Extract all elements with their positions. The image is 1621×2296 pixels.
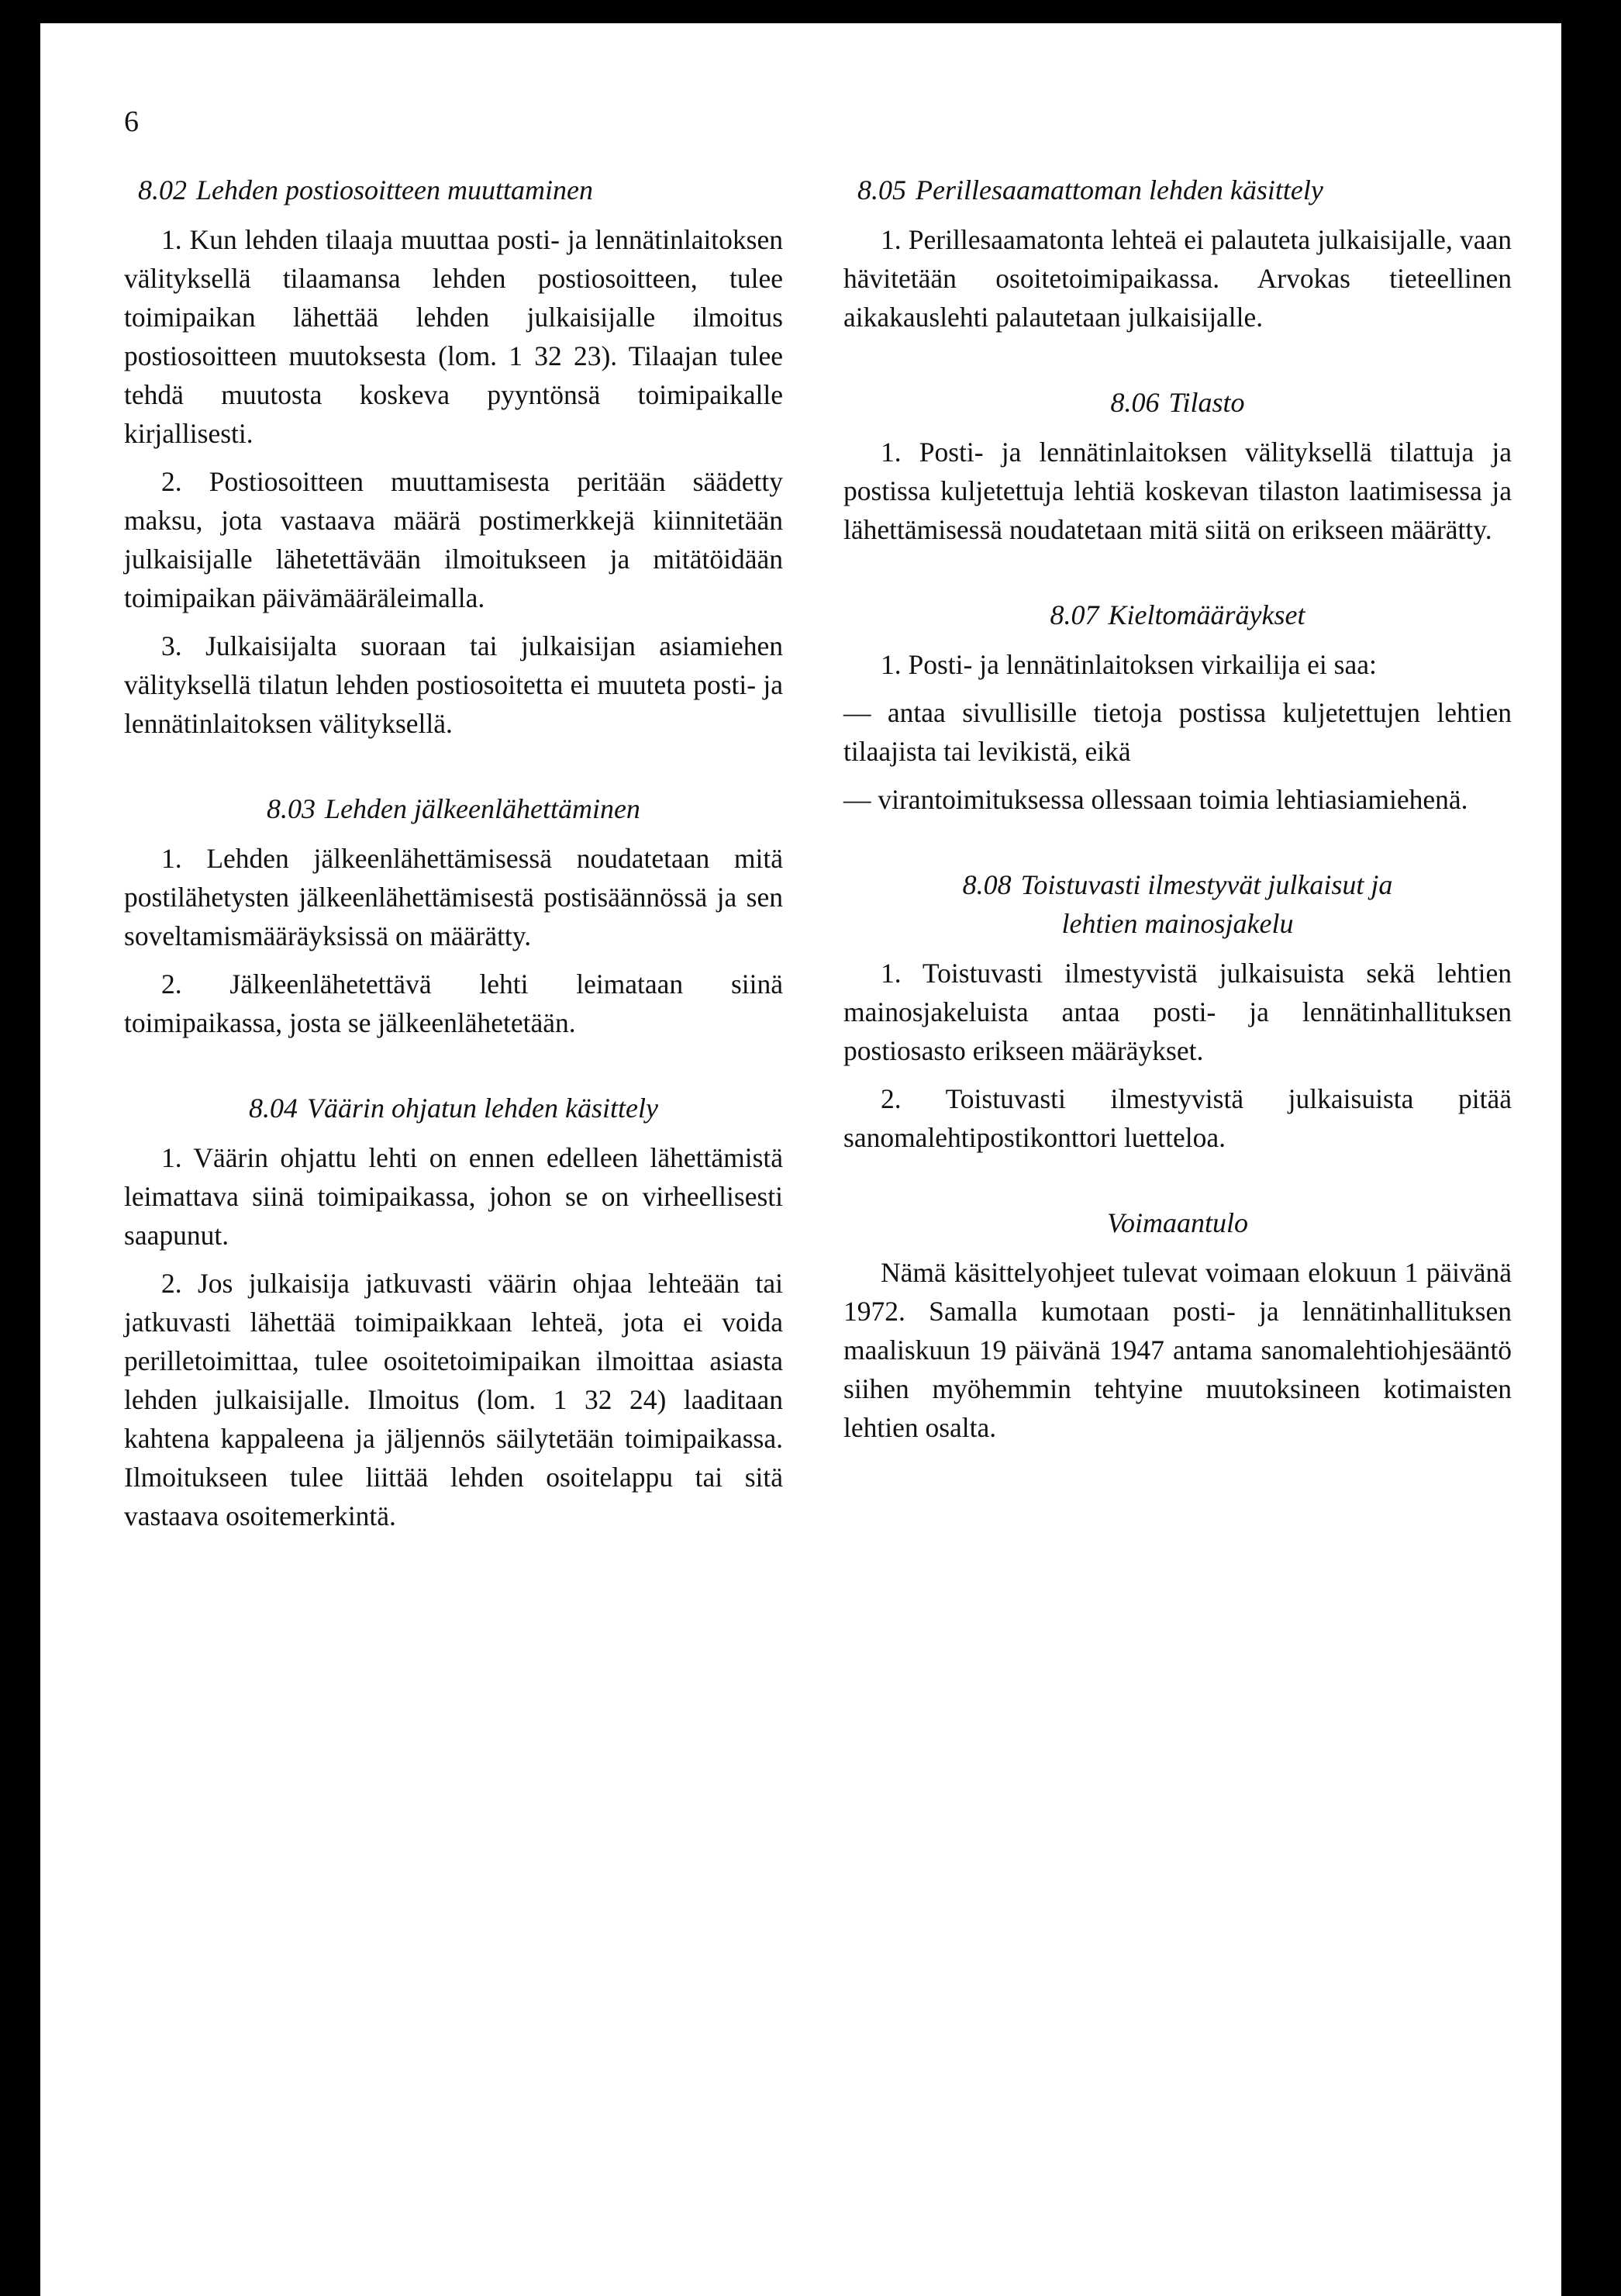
paragraph: 1. Toistuvasti ilmestyvistä julkaisuista sekä lehtien mainosjakeluista antaa posti- ja lennätinhallituksen postiosasto erikseen määräykset. <box>843 958 1512 1066</box>
section-heading-8-03: 8.03 Lehden jälkeenlähettäminen <box>267 793 640 824</box>
dash-item: — virantoimituksessa ollessaan toimia lehtiasiamiehenä. <box>843 784 1468 815</box>
section-heading-8-07: 8.07 Kieltomääräykset <box>1050 599 1305 630</box>
paragraph: 3. Julkaisijalta suoraan tai julkaisijan asiamiehen välityksellä tilatun lehden postiosoitetta ei muuteta posti- ja lennätinlaitoksen välityksellä. <box>124 630 783 739</box>
paragraph: 2. Jos julkaisija jatkuvasti väärin ohjaa lehteään tai jatkuvasti lähettää toimipaikkaan lehteä, jota ei voida perilletoimittaa, tulee osoitetoimipaikan ilmoittaa asiasta lehden julkaisijalle. Ilmoitus (lom. 1 32 24) laaditaan kahtena kappaleena ja jäljennös säilytetään toimipaikassa. Ilmoitukseen tulee liittää lehden osoitelappu tai sitä vastaava osoitemerkintä. <box>124 1268 783 1531</box>
dash-item: — antaa sivullisille tietoja postissa kuljetettujen lehtien tilaajista tai levikistä, eikä <box>843 697 1512 767</box>
paragraph: 2. Toistuvasti ilmestyvistä julkaisuista pitää sanomalehtipostikonttori luetteloa. <box>843 1083 1512 1153</box>
section-heading-voimaantulo: Voimaantulo <box>1106 1207 1248 1238</box>
section-heading-8-06: 8.06 Tilasto <box>1110 387 1245 418</box>
gutter-line <box>1569 23 1572 2296</box>
paragraph: 1. Posti- ja lennätinlaitoksen välityksellä tilattuja ja postissa kuljetettuja lehtiä koskevan tilaston laatimisessa ja lähettämisessä noudatetaan mitä siitä on erikseen määrätty. <box>843 437 1512 545</box>
paragraph: 2. Jälkeenlähetettävä lehti leimataan siinä toimipaikassa, josta se jälkeenlähetetään. <box>124 968 783 1038</box>
page-number: 6 <box>124 105 139 138</box>
paragraph: 1. Väärin ohjattu lehti on ennen edelleen lähettämistä leimattava siinä toimipaikassa, johon se on virheellisesti saapunut. <box>124 1142 783 1251</box>
section-heading-8-04: 8.04 Väärin ohjatun lehden käsittely <box>249 1093 658 1124</box>
right-column <box>843 171 1512 1456</box>
paragraph: 1. Posti- ja lennätinlaitoksen virkailija ei saa: <box>881 649 1377 680</box>
paragraph: Nämä käsittelyohjeet tulevat voimaan elokuun 1 päivänä 1972. Samalla kumotaan posti- ja lennätinhallituksen maaliskuun 19 päivänä 1947 antama sanomalehtiohjesääntö siihen myöhemmin tehtyine muutoksineen kotimaisten lehtien osalta. <box>843 1257 1512 1443</box>
paragraph: 1. Kun lehden tilaaja muuttaa posti- ja lennätinlaitoksen välityksellä tilaamansa lehden postiosoitteen, tulee toimipaikan lähettää lehden julkaisijalle ilmoitus postiosoitteen muutoksesta (lom. 1 32 23). Tilaajan tulee tehdä muutosta koskeva pyyntönsä toimipaikalle kirjallisesti. <box>124 224 783 449</box>
paragraph: 1. Lehden jälkeenlähettämisessä noudatetaan mitä postilähetysten jälkeenlähettämisestä postisäännössä ja sen soveltamismääräyksissä on määrätty. <box>124 843 783 951</box>
gutter-line <box>1578 23 1586 2296</box>
paragraph: 1. Perillesaamatonta lehteä ei palauteta julkaisijalle, vaan hävitetään osoitetoimipaikassa. Arvokas tieteellinen aikakauslehti palautetaan julkaisijalle. <box>843 224 1512 333</box>
section-heading-8-05: 8.05 Perillesaamattoman lehden käsittely <box>857 174 1323 205</box>
section-heading-8-08: 8.08 Toistuvasti ilmestyvät julkaisut ja lehtien mainosjakelu <box>962 869 1393 939</box>
section-heading-8-02: 8.02 Lehden postiosoitteen muuttaminen <box>138 174 593 205</box>
left-column <box>124 171 783 1545</box>
paragraph: 2. Postiosoitteen muuttamisesta peritään säädetty maksu, jota vastaava määrä postimerkkejä kiinnitetään julkaisijalle lähetettävään ilmoitukseen ja mitätöidään toimipaikan päivämääräleimalla. <box>124 466 783 613</box>
